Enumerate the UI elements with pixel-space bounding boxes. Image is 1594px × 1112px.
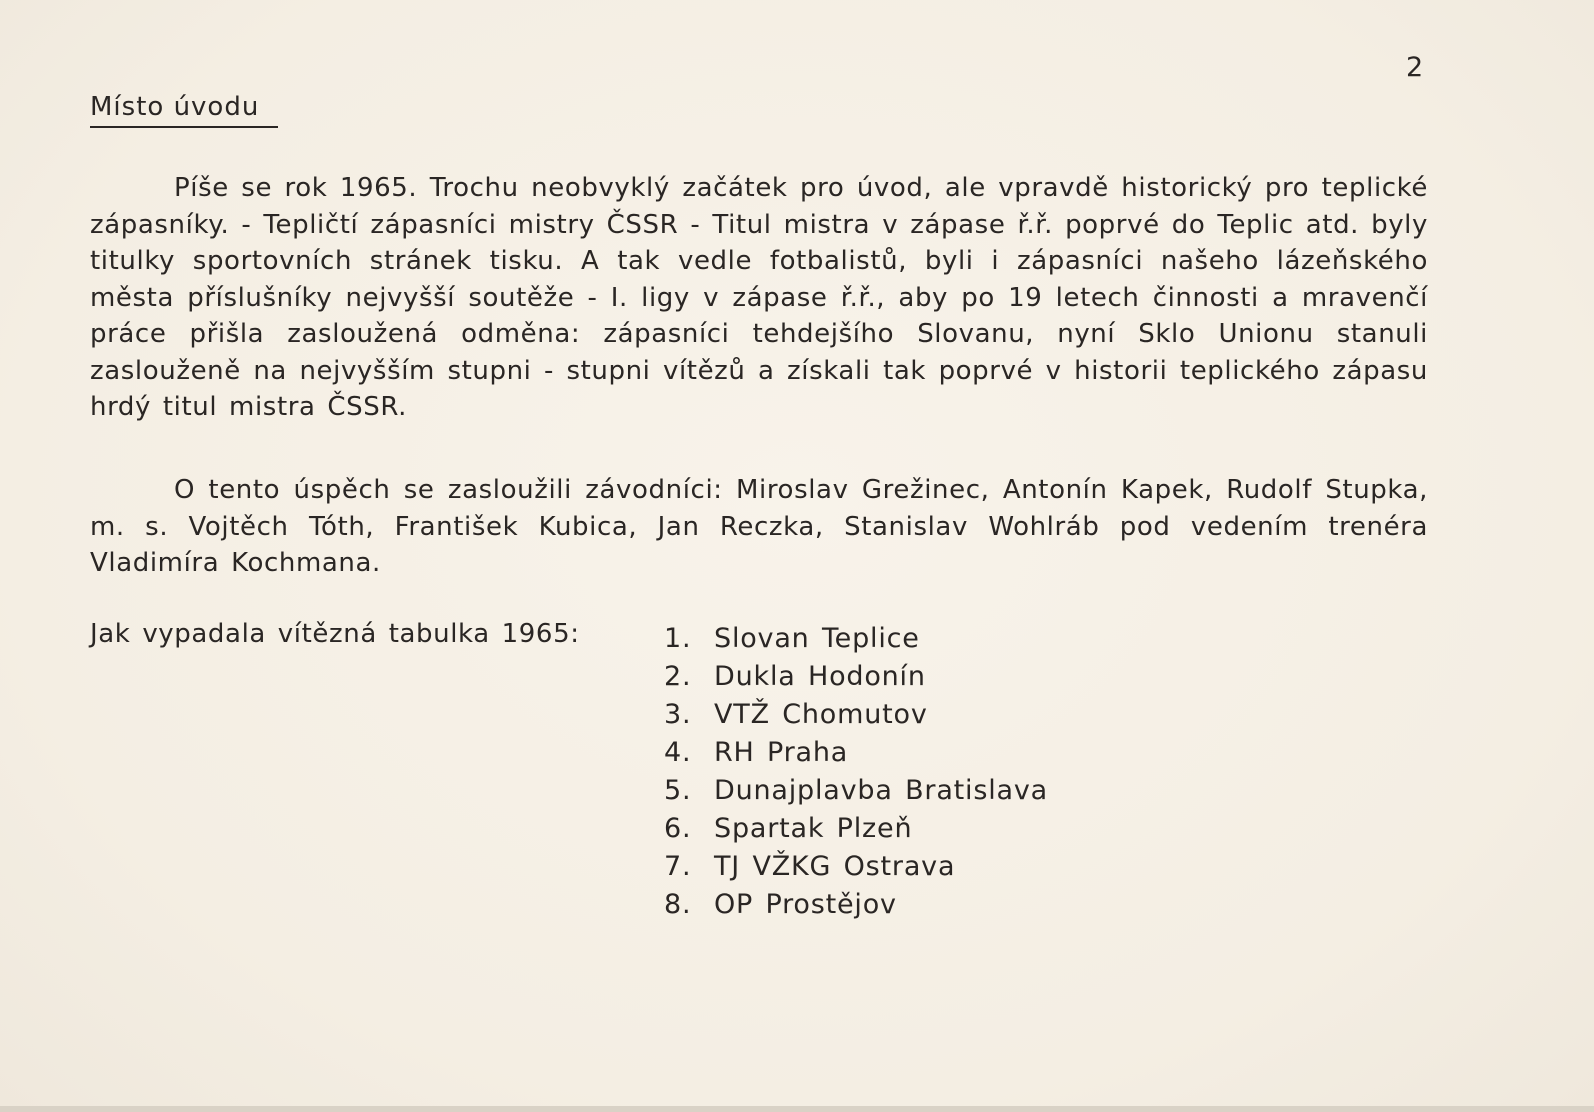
intro-paragraph: Píše se rok 1965. Trochu neobvyklý začátek pro úvod, ale vpravdě historický pro teplické zápasníky. - Tepličtí zápasníci mistry ČSSR - Titul mistra v zápase ř.ř. poprvé do Teplic atd. byly titulky sportovních stránek tisku. A tak vedle fotbalistů, byli i zápasníci našeho lázeňského města příslušníky nejvyšší soutěže - I. ligy v zápase ř.ř., aby po 19 letech činnosti a mravenčí práce přišla zasloužená odměna: zápasníci tehdejšího Slovanu, nyní Sklo Unionu stanuli zaslouženě na nejvyšším stupni - stupni vítězů a získali tak poprvé v historii teplického zápasu hrdý titul mistra ČSSR. — [90, 173, 1428, 422]
page-edge — [0, 1106, 1594, 1112]
standings-team: OP Prostějov — [714, 889, 897, 920]
standings-item — [664, 848, 1048, 886]
standings-rank: 7. — [664, 851, 692, 882]
standings-rank: 3. — [664, 699, 692, 730]
standings-team: Spartak Plzeň — [714, 813, 913, 844]
standings-rank: 1. — [664, 623, 692, 654]
standings-list — [664, 620, 1048, 924]
standings-item — [664, 886, 1048, 924]
standings-rank: 6. — [664, 813, 692, 844]
standings-team: RH Praha — [714, 737, 849, 768]
page-number: 2 — [1406, 52, 1425, 83]
standings-team: Dunajplavba Bratislava — [714, 775, 1048, 806]
section-heading: Místo úvodu — [90, 90, 278, 128]
standings-item — [664, 810, 1048, 848]
standings-team: TJ VŽKG Ostrava — [714, 851, 956, 882]
athletes-paragraph: O tento úspěch se zasloužili závodníci: Miroslav Grežinec, Antonín Kapek, Rudolf Stupka, m. s. Vojtěch Tóth, František Kubica, Jan Reczka, Stanislav Wohlráb pod vedením trenéra Vladimíra Kochmana. — [90, 475, 1428, 578]
standings-label: Jak vypadala vítězná tabulka 1965: — [90, 619, 580, 649]
standings-team: Dukla Hodonín — [714, 661, 926, 692]
standings-team: VTŽ Chomutov — [714, 699, 928, 730]
standings-team: Slovan Teplice — [714, 623, 920, 654]
standings-item — [664, 696, 1048, 734]
standings-rank: 4. — [664, 737, 692, 768]
standings-rank: 8. — [664, 889, 692, 920]
standings-rank: 2. — [664, 661, 692, 692]
standings-item — [664, 772, 1048, 810]
standings-item — [664, 620, 1048, 658]
standings-rank: 5. — [664, 775, 692, 806]
standings-item — [664, 658, 1048, 696]
standings-item — [664, 734, 1048, 772]
